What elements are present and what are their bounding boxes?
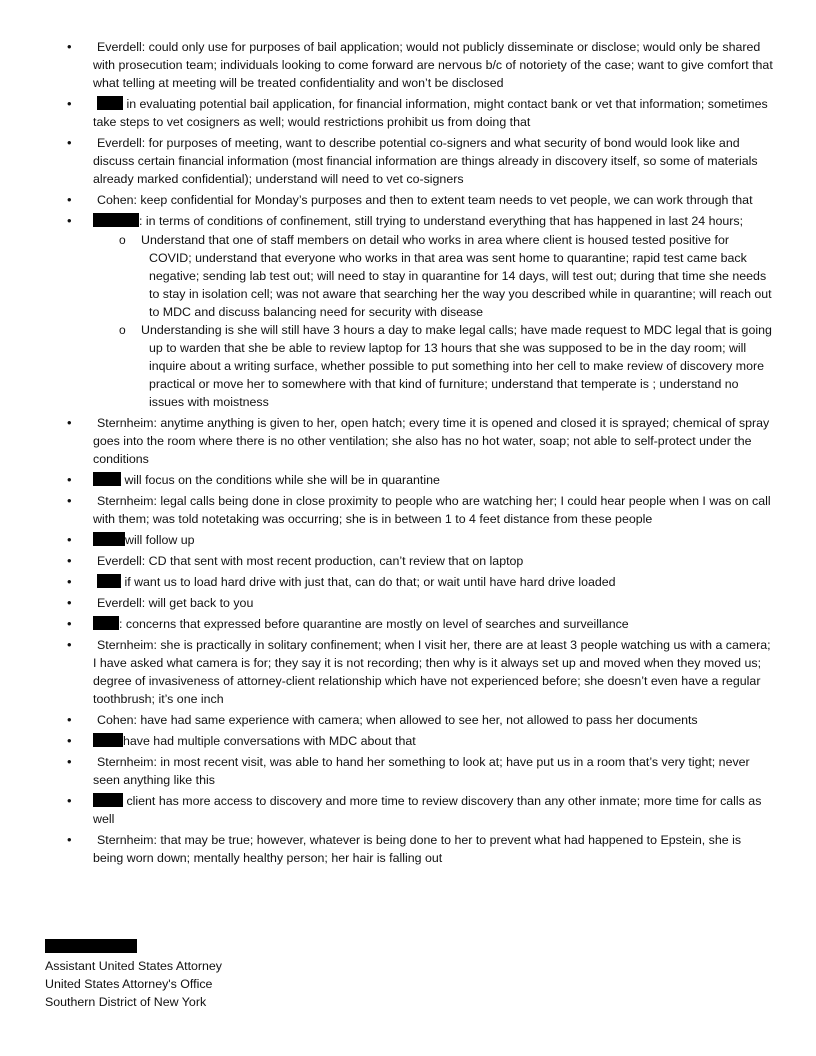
note-text: Sternheim: in most recent visit, was able to hand her something to look at; have put us in a room that’s very tight; never seen anything like this (93, 755, 750, 787)
redaction-block (93, 793, 123, 807)
list-item (93, 615, 773, 633)
list-item (93, 471, 773, 489)
note-text: client has more access to discovery and more time to review discovery than any other inmate; more time for calls as well (93, 794, 762, 826)
note-text: Sternheim: she is practically in solitary confinement; when I visit her, there are at least 3 people watching us with a camera; I have asked what camera is for; they say it is not recording; then why is it always set up and moved when they moved us; degree of invasiveness of attorney-client relationship which have not experienced before; she doesn’t even have a regular toothbrush; it’s one inch (93, 638, 771, 706)
sub-list-item (141, 321, 773, 411)
list-item (93, 831, 773, 867)
note-text: Sternheim: legal calls being done in close proximity to people who are watching her; I could hear people when I was on call with them; was told notetaking was occurring; she is in between 1 to 4 feet distance from these people (93, 494, 771, 526)
note-text: Sternheim: anytime anything is given to her, open hatch; every time it is opened and closed it is sprayed; chemical of spray goes into the room where there is no other ventilation; she also has no hot water, soap; not able to self-protect under the conditions (93, 416, 770, 466)
list-item (93, 753, 773, 789)
list-item (93, 38, 773, 92)
list-item (93, 573, 773, 591)
list-item (93, 711, 773, 729)
redacted-signatory-name (45, 939, 137, 953)
list-item (93, 792, 773, 828)
note-text: : concerns that expressed before quarantine are mostly on level of searches and surveillance (119, 617, 629, 631)
note-text: have had multiple conversations with MDC about that (123, 734, 416, 748)
note-text: Sternheim: that may be true; however, whatever is being done to her to prevent what had happened to Epstein, she is being worn down; mentally healthy person; her hair is falling out (93, 833, 742, 865)
list-item (93, 492, 773, 528)
redaction-block (97, 574, 121, 588)
list-item (93, 594, 773, 612)
note-text: : in terms of conditions of confinement, still trying to understand everything that has happened in last 24 hours; (139, 214, 744, 228)
note-text: Cohen: keep confidential for Monday’s purposes and then to extent team needs to vet people, we can work through that (97, 193, 753, 207)
list-item (93, 95, 773, 131)
redaction-block (93, 616, 119, 630)
redaction-block (97, 96, 123, 110)
redaction-block (93, 733, 123, 747)
note-text: if want us to load hard drive with just that, can do that; or wait until have hard drive loaded (124, 575, 616, 589)
signatory-office: United States Attorney's Office (45, 977, 213, 991)
note-text: Everdell: CD that sent with most recent production, can’t review that on laptop (97, 554, 524, 568)
subnote-text: Understanding is she will still have 3 hours a day to make legal calls; have made request to MDC legal that is going up to warden that she be able to review laptop for 13 hours that she was supposed to be in the day room; will inquire about a writing surface, whether possible to put something into her cell to make review of discovery more practical or move her to somewhere with that kind of furniture; understand that temperate is ; understand no issues with moistness (141, 323, 772, 409)
sub-notes-list (93, 231, 773, 411)
note-text: Everdell: could only use for purposes of bail application; would not publicly disseminate or disclose; would only be shared with prosecution team; individuals looking to come forward are nervous b/c of notoriety of the case; want to give comfort that what telling at meeting will be treated confidentiality and won’t be disclosed (93, 40, 773, 90)
redaction-block (93, 532, 125, 546)
list-item (93, 134, 773, 188)
list-item (93, 636, 773, 708)
list-item (93, 552, 773, 570)
signatory-district: Southern District of New York (45, 995, 207, 1009)
meeting-notes-list (93, 38, 773, 870)
list-item (93, 212, 773, 411)
redaction-block (93, 213, 139, 227)
list-item (93, 414, 773, 468)
note-text: will focus on the conditions while she will be in quarantine (124, 473, 440, 487)
sub-list-item (141, 231, 773, 321)
list-item (93, 531, 773, 549)
note-text: Everdell: will get back to you (97, 596, 254, 610)
list-item (93, 732, 773, 750)
signature-block (45, 939, 222, 1011)
note-text: Cohen: have had same experience with camera; when allowed to see her, not allowed to pass her documents (97, 713, 698, 727)
signatory-title: Assistant United States Attorney (45, 959, 223, 973)
note-text: in evaluating potential bail application, for financial information, might contact bank or vet that information; sometimes take steps to vet cosigners as well; would restrictions prohibit us from doing that (93, 97, 768, 129)
subnote-text: Understand that one of staff members on detail who works in area where client is housed tested positive for COVID; understand that everyone who works in that area was sent home to quarantine; rapid test came back negative; sending lab test out; will need to stay in quarantine for 14 days, will test out; during that time she needs to stay in isolation cell; was not aware that searching her the way you described while in quarantine; will reach out to MDC and discuss balancing need for security with disease (141, 233, 772, 319)
list-item (93, 191, 773, 209)
redaction-block (93, 472, 121, 486)
note-text: Everdell: for purposes of meeting, want to describe potential co-signers and what security of bond would look like and discuss certain financial information (most financial information are things already in discovery itself, so some of materials already marked confidential); understand will need to vet co-signers (93, 136, 758, 186)
note-text: will follow up (125, 533, 195, 547)
